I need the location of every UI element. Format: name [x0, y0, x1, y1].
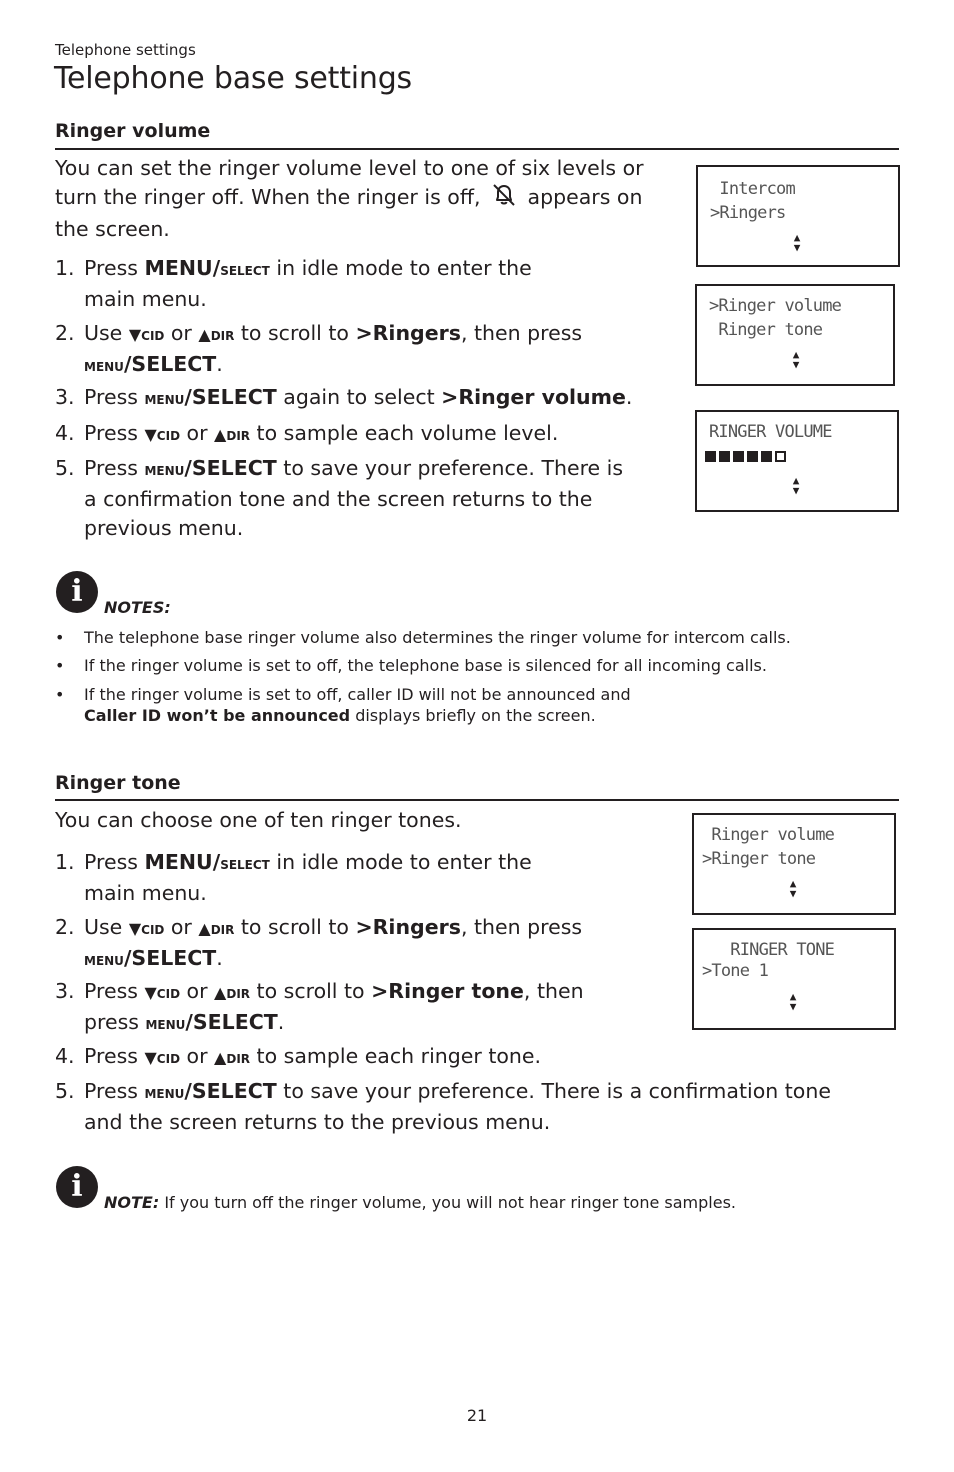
- step-number: 2.: [55, 321, 75, 345]
- lcd-screen: [695, 410, 899, 512]
- scroll-arrows-icon: ▲ ▼: [793, 231, 801, 254]
- scroll-arrows-icon: ▲ ▼: [789, 877, 797, 900]
- step-text: in idle mode to enter the: [269, 850, 532, 874]
- lcd-line: RINGER VOLUME: [709, 422, 832, 442]
- key-label: cid: [141, 325, 165, 345]
- step-text: or: [180, 979, 215, 1003]
- key-label: /SELECT: [184, 456, 277, 480]
- step-text: Press: [84, 385, 145, 409]
- section-heading-ringer-volume: Ringer volume: [55, 120, 211, 142]
- intro-line: [55, 183, 695, 215]
- key-label: /SELECT: [185, 1010, 278, 1034]
- step-text: main menu.: [84, 881, 207, 905]
- up-arrow-icon: ▲: [214, 1048, 227, 1067]
- lcd-line: >Ringer tone: [702, 849, 816, 869]
- key-label: dir: [210, 325, 235, 345]
- step-text: or: [164, 915, 199, 939]
- note-text: If the ringer volume is set to off, the telephone base is silenced for all incoming calls.: [84, 656, 767, 675]
- step-number: 4.: [55, 1044, 75, 1068]
- menu-option: >Ringers: [355, 321, 461, 345]
- key-label: /SELECT: [184, 1079, 277, 1103]
- step-text: .: [625, 385, 633, 409]
- up-arrow-icon: ▲: [214, 425, 227, 444]
- key-label: cid: [141, 919, 165, 939]
- lcd-screen: [695, 284, 895, 386]
- up-arrow-icon: ▲: [214, 983, 227, 1002]
- key-label: menu: [84, 950, 124, 970]
- step-item: [55, 419, 695, 450]
- step-number: 2.: [55, 915, 75, 939]
- ringer-volume-intro: [55, 154, 695, 244]
- step-text: Press: [84, 456, 145, 480]
- step-text: Press: [84, 1079, 145, 1103]
- step-text: to sample each ringer tone.: [250, 1044, 542, 1068]
- volume-level-bar: [705, 447, 789, 467]
- step-text: and the screen returns to the previous menu.: [84, 1110, 551, 1134]
- ringer-off-icon: [491, 183, 517, 215]
- note-label: NOTE:: [104, 1193, 160, 1212]
- key-label: dir: [226, 1048, 251, 1068]
- key-label: cid: [156, 1048, 181, 1068]
- step-number: 5.: [55, 1079, 75, 1103]
- step-number: 3.: [55, 385, 75, 409]
- key-label: MENU/: [144, 850, 221, 874]
- step-text: Press: [84, 256, 145, 280]
- step-number: 1.: [55, 256, 75, 280]
- up-arrow-icon: ▲: [198, 919, 211, 938]
- step-number: 4.: [55, 421, 75, 445]
- intro-line: the screen.: [55, 217, 170, 241]
- down-arrow-icon: ▼: [144, 1048, 157, 1067]
- bullet: •: [55, 685, 65, 704]
- step-text: or: [180, 1044, 215, 1068]
- step-text: , then press: [460, 321, 583, 345]
- volume-level-box: [775, 451, 786, 462]
- volume-level-box: [761, 451, 772, 462]
- key-label: /SELECT: [123, 352, 217, 376]
- intro-text: turn the ringer off. When the ringer is off,: [55, 185, 481, 209]
- note-item: [104, 1192, 904, 1213]
- section-rule: [55, 148, 899, 150]
- step-item: [55, 1077, 915, 1137]
- note-text: The telephone base ringer volume also determines the ringer volume for intercom calls.: [84, 628, 791, 647]
- step-number: 3.: [55, 979, 75, 1003]
- scroll-arrows-icon: ▲ ▼: [792, 348, 800, 371]
- down-arrow-icon: ▼: [128, 325, 142, 344]
- lcd-line: >Tone 1: [702, 961, 769, 981]
- key-label: menu: [144, 1083, 185, 1103]
- lcd-line: Ringer volume: [702, 825, 835, 845]
- step-text: to scroll to: [234, 915, 356, 939]
- step-number: 1.: [55, 850, 75, 874]
- section-rule: [55, 799, 899, 801]
- step-number: 5.: [55, 456, 75, 480]
- volume-level-box: [747, 451, 758, 462]
- menu-option: >Ringers: [355, 915, 461, 939]
- step-text: Press: [84, 850, 145, 874]
- step-text: previous menu.: [84, 516, 244, 540]
- intro-line: You can set the ringer volume level to one of six levels or: [55, 156, 644, 180]
- lcd-screen: [692, 928, 896, 1030]
- step-text: .: [216, 946, 223, 970]
- scroll-arrows-icon: ▲ ▼: [789, 990, 797, 1013]
- step-text: to save your preference. There is a confirmation tone: [276, 1079, 831, 1103]
- step-text: Press: [84, 421, 145, 445]
- info-icon: i: [56, 1166, 98, 1208]
- step-text: or: [164, 321, 199, 345]
- lcd-line: Ringer tone: [709, 320, 823, 340]
- key-label: cid: [156, 983, 181, 1003]
- step-item: [55, 1042, 695, 1073]
- step-text: again to select: [276, 385, 442, 409]
- down-arrow-icon: ▼: [144, 425, 157, 444]
- step-text: press: [84, 1010, 146, 1034]
- step-text: to sample each volume level.: [250, 421, 559, 445]
- lcd-screen: [696, 165, 900, 267]
- menu-option: >Ringer volume: [441, 385, 626, 409]
- key-label: menu: [144, 389, 185, 409]
- step-text: to scroll to: [234, 321, 356, 345]
- lcd-line: >Ringers: [710, 203, 786, 223]
- step-text: main menu.: [84, 287, 207, 311]
- step-item: [55, 383, 695, 414]
- bullet: •: [55, 656, 65, 675]
- down-arrow-icon: ▼: [144, 983, 157, 1002]
- step-text: , then: [523, 979, 584, 1003]
- lcd-screen: [692, 813, 896, 915]
- ringer-tone-intro: You can choose one of ten ringer tones.: [55, 808, 462, 832]
- key-label: dir: [226, 425, 251, 445]
- key-label: dir: [226, 983, 251, 1003]
- lcd-line: >Ringer volume: [709, 296, 842, 316]
- step-text: Press: [84, 979, 145, 1003]
- breadcrumb: Telephone settings: [55, 41, 196, 59]
- key-label: menu: [145, 1014, 186, 1034]
- key-label: cid: [156, 425, 181, 445]
- intro-text: appears on: [527, 185, 643, 209]
- step-text: Use: [84, 915, 129, 939]
- step-text: Press: [84, 1044, 145, 1068]
- step-item: [55, 977, 695, 1039]
- lcd-line: Intercom: [710, 179, 795, 199]
- scroll-arrows-icon: ▲ ▼: [792, 474, 800, 497]
- key-label: menu: [144, 460, 185, 480]
- step-text: .: [277, 1010, 285, 1034]
- step-text: to scroll to: [250, 979, 372, 1003]
- step-item: [55, 454, 695, 543]
- volume-level-box: [705, 451, 716, 462]
- note-text: If you turn off the ringer volume, you will not hear ringer tone samples.: [159, 1193, 736, 1212]
- step-item: [55, 848, 675, 908]
- section-heading-ringer-tone: Ringer tone: [55, 772, 181, 794]
- notes-label: NOTES:: [104, 598, 171, 617]
- step-text: or: [180, 421, 215, 445]
- step-text: a confirmation tone and the screen returns to the: [84, 487, 593, 511]
- key-label: menu: [84, 356, 124, 376]
- step-text: Use: [84, 321, 129, 345]
- step-item: [55, 913, 695, 975]
- step-item: [55, 319, 695, 381]
- down-arrow-icon: ▼: [128, 919, 142, 938]
- page-title: Telephone base settings: [54, 61, 412, 96]
- volume-level-box: [733, 451, 744, 462]
- step-text: , then press: [460, 915, 583, 939]
- step-text: .: [216, 352, 223, 376]
- note-text: If the ringer volume is set to off, caller ID will not be announced and: [84, 685, 631, 704]
- bullet: •: [55, 628, 65, 647]
- key-label: /SELECT: [184, 385, 277, 409]
- lcd-line: RINGER TONE: [702, 940, 835, 960]
- info-icon: i: [56, 571, 98, 613]
- menu-option: >Ringer tone: [371, 979, 524, 1003]
- up-arrow-icon: ▲: [198, 325, 211, 344]
- key-label: /SELECT: [123, 946, 217, 970]
- step-text: in idle mode to enter the: [269, 256, 532, 280]
- note-text: displays briefly on the screen.: [350, 706, 596, 725]
- key-label: MENU/: [144, 256, 221, 280]
- page-number: 21: [466, 1406, 488, 1425]
- step-text: to save your preference. There is: [276, 456, 624, 480]
- key-label: select: [220, 260, 270, 280]
- step-item: [55, 254, 675, 314]
- key-label: select: [220, 854, 270, 874]
- screen-message: Caller ID won’t be announced: [84, 706, 351, 725]
- volume-level-box: [719, 451, 730, 462]
- key-label: dir: [210, 919, 235, 939]
